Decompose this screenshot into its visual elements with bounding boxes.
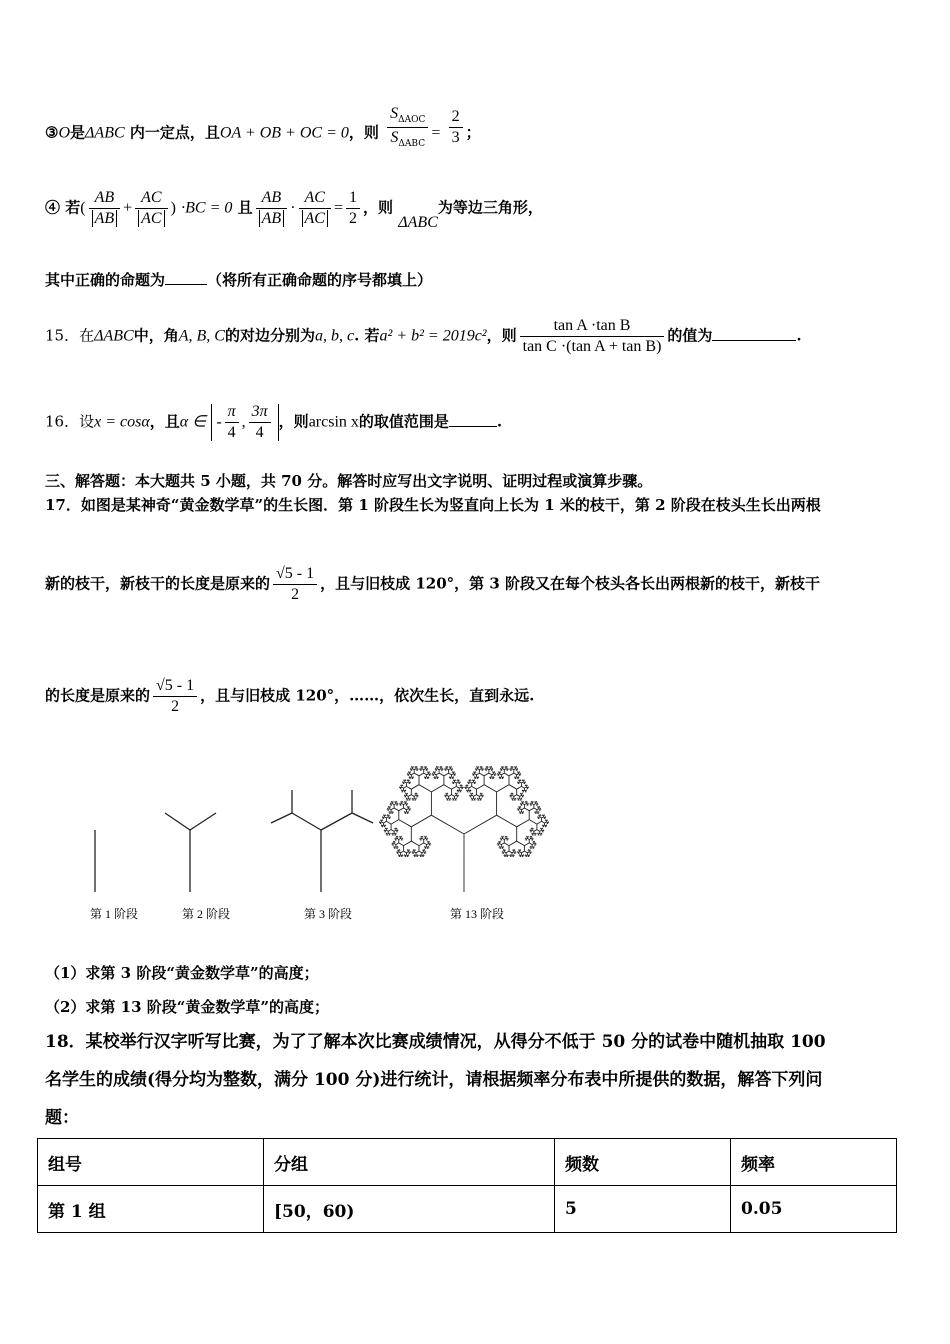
- den: 3: [451, 129, 460, 146]
- num: AC: [135, 190, 167, 209]
- eq: =: [333, 199, 344, 217]
- q17-sub1: （1）求第 3 阶段“黄金数学草”的高度；: [45, 964, 319, 982]
- header-cell: 分组: [264, 1139, 555, 1186]
- bc-dot: ·BC = 0: [181, 199, 233, 217]
- q14-item3: [45, 105, 481, 155]
- unit-ac-2: [299, 190, 331, 227]
- unit-ac: [135, 190, 167, 227]
- den: AC: [302, 210, 328, 227]
- stage2-tree: [165, 813, 216, 892]
- unit-ab: [89, 190, 121, 227]
- q17-line1: 17．如图是某神奇“黄金数学草”的生长图．第 1 阶段生长为竖直向上长为 1 米的枝干，第 2 阶段在枝头生长出两根: [45, 496, 821, 514]
- text: 新的枝干，新枝干的长度是原来的: [45, 574, 271, 593]
- header-cell: 组号: [38, 1139, 264, 1186]
- alpha-in: α ∈: [179, 413, 207, 431]
- q16-number: 16．设: [45, 412, 95, 431]
- text: . 若: [354, 326, 380, 345]
- point-o: O: [58, 124, 71, 142]
- q18-line3: 题：: [45, 1108, 79, 1128]
- text: ，则: [486, 326, 517, 345]
- den: AB: [92, 210, 118, 227]
- num: 1: [346, 190, 360, 209]
- q14-item4: ④ 若( $\frac{AB}{AB}$ + $\frac{AC}{AC}$ ) ·BC = 0 且 $\frac{AB}{AB}$ · $\frac{AC}{AC}$ = $\frac{1}{2}$ ，则 ΔABC为等边三角形，: [45, 189, 543, 231]
- num: 3π: [249, 404, 271, 423]
- header-cell: 频数: [555, 1139, 731, 1186]
- q17-sub2: （2）求第 13 阶段“黄金数学草”的高度；: [45, 998, 330, 1016]
- q17-line3: [45, 678, 534, 715]
- two-thirds: [449, 109, 463, 146]
- s: S: [390, 129, 399, 146]
- area-ratio: [387, 106, 428, 149]
- q18-line1: 18．某校举行汉字听写比赛，为了了解本次比赛成绩情况，从得分不低于 50 分的试卷中随机抽取 100: [45, 1032, 826, 1052]
- num: AC: [299, 190, 331, 209]
- text: 的长度是原来的: [45, 686, 151, 705]
- text: 是: [70, 123, 86, 142]
- num: √5 - 1: [273, 566, 317, 585]
- q15-number: 15．在: [45, 326, 95, 345]
- caption-stage13: 第 13 阶段: [450, 907, 505, 921]
- text: .: [796, 326, 802, 345]
- caption-stage2: 第 2 阶段: [182, 907, 231, 921]
- text: ，则: [363, 198, 394, 217]
- answer-blank: [712, 340, 796, 341]
- angles: A, B, C: [178, 327, 225, 345]
- triangle: ΔABC: [94, 327, 134, 345]
- text: ，且: [149, 412, 180, 431]
- stage13-tree: [379, 766, 549, 892]
- table-cell: 0.05: [731, 1186, 897, 1233]
- num: 2: [449, 109, 463, 128]
- comma: ,: [241, 413, 246, 431]
- text: .: [496, 412, 503, 431]
- den: 2: [291, 586, 300, 603]
- den: AB: [259, 210, 285, 227]
- num: tan A ·tan B: [520, 318, 665, 337]
- arcsin: arcsin x: [308, 413, 359, 431]
- eq: =: [431, 124, 441, 142]
- num: √5 - 1: [153, 678, 197, 697]
- num: AB: [256, 190, 288, 209]
- text: 中，角: [133, 326, 179, 345]
- den: 4: [255, 424, 264, 441]
- table-row: [38, 1186, 897, 1233]
- text: 的对边分别为: [224, 326, 315, 345]
- section-heading: 三、解答题：本大题共 5 小题，共 70 分。解答时应写出文字说明、证明过程或演算步骤。: [45, 472, 653, 490]
- header-cell: 频率: [731, 1139, 897, 1186]
- answer-blank: [449, 426, 497, 427]
- q15: [45, 318, 802, 355]
- table-cell: 第 1 组: [38, 1186, 264, 1233]
- minus: -: [216, 413, 222, 431]
- table-header-row: [38, 1139, 897, 1186]
- triangle: ΔABC: [398, 213, 438, 231]
- caption-stage1: 第 1 阶段: [90, 907, 139, 921]
- text: 的值为: [667, 326, 713, 345]
- tan-fraction: [520, 318, 665, 355]
- triangle: ΔABC: [85, 124, 125, 142]
- den: AC: [138, 210, 164, 227]
- answer-blank: [165, 284, 207, 285]
- den: tan C ·(tan A + tan B): [522, 338, 662, 355]
- sub: ΔABC: [398, 139, 426, 149]
- q14-summary: [45, 273, 432, 288]
- den: 2: [171, 698, 180, 715]
- item4-label: ④ 若: [45, 198, 81, 217]
- q16: [45, 404, 502, 441]
- text: ，且与旧枝成 120°，第 3 阶段又在每个枝头各长出两根新的枝干，新枝干: [320, 574, 821, 593]
- text: 的取值范围是: [358, 412, 449, 431]
- item3-label: ③: [45, 123, 59, 142]
- table-cell: 5: [555, 1186, 731, 1233]
- text: 其中正确的命题为: [45, 271, 166, 289]
- den: 2: [349, 210, 358, 227]
- vector-eq: OA + OB + OC = 0: [219, 124, 349, 142]
- frequency-table: [37, 1138, 897, 1233]
- num: π: [225, 404, 239, 423]
- sub: ΔAOC: [398, 115, 426, 125]
- s: S: [390, 105, 399, 122]
- fractal-branches: [379, 766, 549, 892]
- q18-line2: 名学生的成绩(得分均为整数，满分 100 分)进行统计，请根据频率分布表中所提供的数据，解答下列问: [45, 1070, 823, 1090]
- text: ；: [465, 123, 481, 142]
- growth-figure: [80, 750, 560, 930]
- condition: a² + b² = 2019c²: [379, 327, 487, 345]
- q17-line2: [45, 566, 820, 603]
- text: ，则: [278, 412, 309, 431]
- den: 4: [227, 424, 236, 441]
- golden-ratio: [273, 566, 317, 603]
- text: 且: [237, 198, 253, 217]
- unit-ab-2: [256, 190, 288, 227]
- dot: ·: [290, 199, 296, 217]
- text: ，且与旧枝成 120°，……，依次生长，直到永远.: [200, 686, 535, 705]
- half: [346, 190, 360, 227]
- stage3-tree: [271, 790, 373, 892]
- table-cell: [50，60): [264, 1186, 555, 1233]
- text: 为等边三角形，: [437, 198, 543, 217]
- text: （将所有正确命题的序号都填上）: [207, 271, 433, 289]
- caption-stage3: 第 3 阶段: [304, 907, 353, 921]
- text: 内一定点，且: [129, 123, 220, 142]
- interval: [211, 404, 278, 441]
- golden-ratio: [153, 678, 197, 715]
- text: ，则: [348, 123, 379, 142]
- num: AB: [89, 190, 121, 209]
- expr: x = cosα: [94, 413, 150, 431]
- sides: a, b, c: [314, 327, 355, 345]
